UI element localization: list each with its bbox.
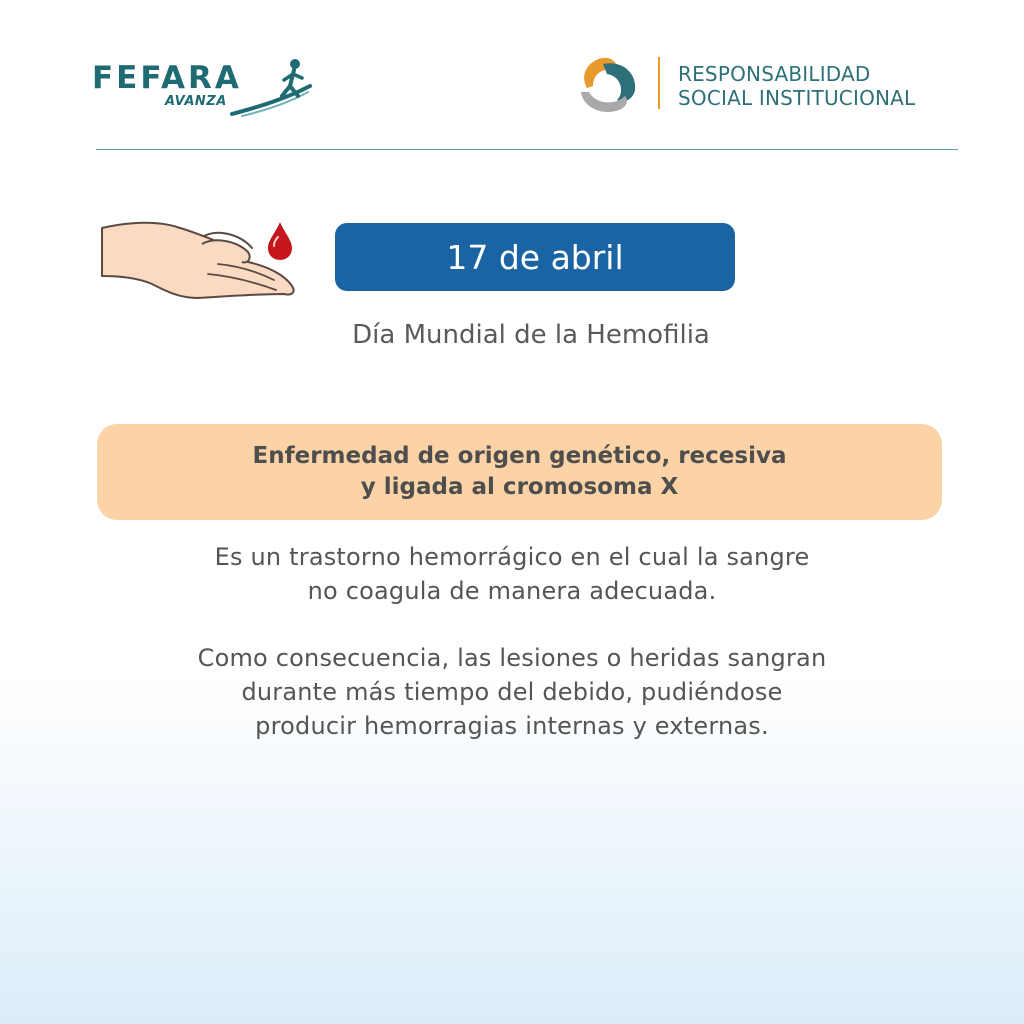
rsi-line-2: SOCIAL INSTITUCIONAL xyxy=(678,86,916,110)
walking-person-icon xyxy=(212,56,312,118)
date-badge: 17 de abril xyxy=(335,223,735,291)
highlight-banner xyxy=(97,424,942,520)
rsi-wordmark xyxy=(678,62,915,110)
brand-tagline: AVANZA xyxy=(165,94,227,109)
paragraph-2-line-1: Como consecuencia, las lesiones o heridas sangran xyxy=(197,644,827,672)
rsi-circles-icon xyxy=(573,52,639,116)
paragraph-definition xyxy=(0,540,1024,608)
paragraph-2-line-2: durante más tiempo del debido, pudiéndose xyxy=(241,678,783,706)
page-title: Día Mundial de la Hemofilia xyxy=(352,320,710,350)
hand-with-blood-drop-icon xyxy=(98,214,306,308)
fefara-logo xyxy=(92,56,322,118)
paragraph-1-line-1: Es un trastorno hemorrágico en el cual la sangre xyxy=(214,543,810,571)
paragraph-consequence xyxy=(0,641,1024,743)
header-rule xyxy=(96,149,958,150)
brand-name: FEFARA xyxy=(92,60,242,96)
paragraph-2-line-3: producir hemorragias internas y externas. xyxy=(255,712,769,740)
paragraph-1-line-2: no coagula de manera adecuada. xyxy=(307,577,717,605)
header-divider xyxy=(658,57,660,109)
rsi-line-1: RESPONSABILIDAD xyxy=(678,62,871,86)
banner-line-2: y ligada al cromosoma X xyxy=(360,474,679,500)
banner-line-1: Enfermedad de origen genético, recesiva xyxy=(252,443,787,469)
